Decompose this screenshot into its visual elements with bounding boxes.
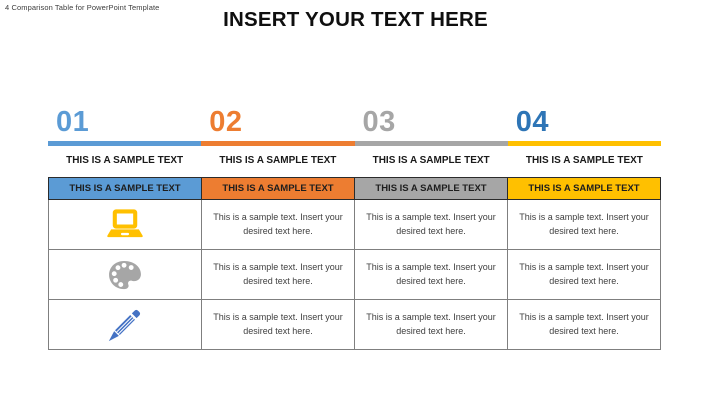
column-numbers-row [48,104,661,140]
underline-col3 [355,141,508,146]
table-row [49,300,661,350]
table-header-row [49,178,661,200]
column-number-04: 04 [515,106,550,138]
column-caption-01: THIS IS A SAMPLE TEXT [66,155,184,166]
column-number-02: 02 [209,106,243,138]
header-cell-3: THIS IS A SAMPLE TEXT [355,178,508,200]
table-cell-text: This is a sample text. Insert your desired text here. [202,200,355,250]
palette-icon [49,250,202,300]
table-row [49,200,661,250]
comparison-table-layout [48,104,661,350]
column-caption-03: THIS IS A SAMPLE TEXT [372,155,490,166]
underline-col1 [48,141,201,146]
table-cell-text: This is a sample text. Insert your desired text here. [202,250,355,300]
column-underlines [48,141,661,146]
table-cell-text: This is a sample text. Insert your desired text here. [508,200,661,250]
slide-label: 4 Comparison Table for PowerPoint Template [5,3,160,12]
table-cell-text: This is a sample text. Insert your desired text here. [355,300,508,350]
table-cell-text: This is a sample text. Insert your desired text here. [202,300,355,350]
table-row [49,250,661,300]
column-number-03: 03 [362,106,396,138]
comparison-table [48,177,661,350]
underline-col2 [201,141,354,146]
header-cell-1: THIS IS A SAMPLE TEXT [49,178,202,200]
table-cell-text: This is a sample text. Insert your desired text here. [508,300,661,350]
table-cell-text: This is a sample text. Insert your desired text here. [355,250,508,300]
pencil-icon [49,300,202,350]
underline-col4 [508,141,661,146]
table-cell-text: This is a sample text. Insert your desired text here. [355,200,508,250]
column-caption-02: THIS IS A SAMPLE TEXT [219,155,337,166]
laptop-icon [49,200,202,250]
column-number-01: 01 [56,106,90,138]
header-cell-2: THIS IS A SAMPLE TEXT [202,178,355,200]
header-cell-4: THIS IS A SAMPLE TEXT [508,178,661,200]
slide-title: INSERT YOUR TEXT HERE [223,8,488,31]
column-caption-04: THIS IS A SAMPLE TEXT [525,155,643,166]
column-captions-row [48,154,661,168]
table-cell-text: This is a sample text. Insert your desired text here. [508,250,661,300]
